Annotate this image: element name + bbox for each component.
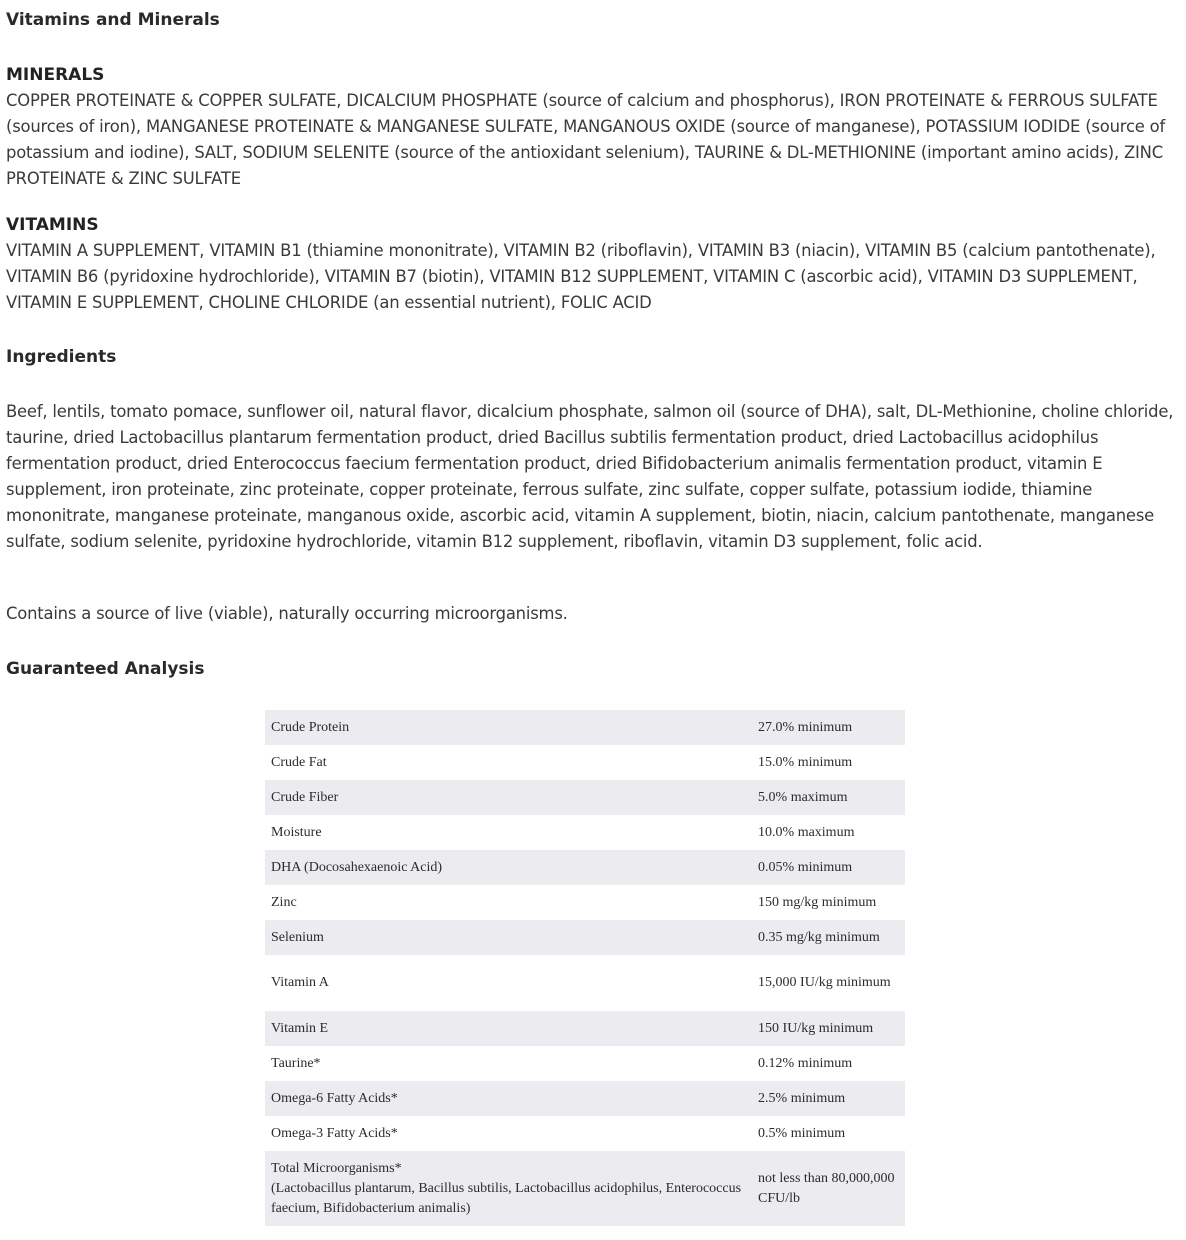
vitamins-heading: VITAMINS (6, 215, 99, 235)
nutrient-name: Total Microorganisms* (271, 1160, 402, 1176)
nutrient-name: Taurine* (265, 1046, 752, 1081)
table-row (265, 710, 905, 745)
nutrient-name-cell (265, 1151, 752, 1226)
nutrient-value: 0.5% minimum (752, 1116, 905, 1151)
table-row (265, 1011, 905, 1046)
nutrient-value: 27.0% minimum (752, 710, 905, 745)
table-row (265, 1116, 905, 1151)
nutrient-name: Zinc (265, 885, 752, 920)
nutrient-name: Selenium (265, 920, 752, 955)
vitamins-minerals-title: Vitamins and Minerals (6, 10, 220, 30)
nutrient-value: 10.0% maximum (752, 815, 905, 850)
table-row (265, 1046, 905, 1081)
nutrient-value: 15,000 IU/kg minimum (752, 955, 905, 1011)
table-row (265, 850, 905, 885)
nutrient-name: DHA (Docosahexaenoic Acid) (265, 850, 752, 885)
nutrient-name: Crude Protein (265, 710, 752, 745)
nutrient-value: 15.0% minimum (752, 745, 905, 780)
nutrient-value: 0.05% minimum (752, 850, 905, 885)
nutrient-name: Crude Fat (265, 745, 752, 780)
nutrient-value: 0.12% minimum (752, 1046, 905, 1081)
table-row (265, 1151, 905, 1226)
ingredients-text: Beef, lentils, tomato pomace, sunflower oil, natural flavor, dicalcium phosphate, salmon oil (source of DHA), salt, DL-Methionine, choline chloride, taurine, dried Lactobacillus plantarum fermentation product, dried Bacillus subtilis fermentation product, dried Lactobacillus acidophilus fermentation product, dried Enterococcus faecium fermentation product, dried Bifidobacterium animalis fermentation product, vitamin E supplement, iron proteinate, zinc proteinate, copper proteinate, ferrous sulfate, zinc sulfate, copper sulfate, potassium iodide, thiamine mononitrate, manganese proteinate, manganous oxide, ascorbic acid, vitamin A supplement, biotin, niacin, calcium pantothenate, manganese sulfate, sodium selenite, pyridoxine hydrochloride, vitamin B12 supplement, riboflavin, vitamin D3 supplement, folic acid. (6, 402, 1174, 551)
microorganisms-note: Contains a source of live (viable), naturally occurring microorganisms. (6, 604, 568, 623)
minerals-heading: MINERALS (6, 65, 105, 85)
nutrient-value: 0.35 mg/kg minimum (752, 920, 905, 955)
nutrient-name: Crude Fiber (265, 780, 752, 815)
vitamins-text: VITAMIN A SUPPLEMENT, VITAMIN B1 (thiamine mononitrate), VITAMIN B2 (riboflavin), VITAMIN B3 (niacin), VITAMIN B5 (calcium pantothenate), VITAMIN B6 (pyridoxine hydrochloride), VITAMIN B7 (biotin), VITAMIN B12 SUPPLEMENT, VITAMIN C (ascorbic acid), VITAMIN D3 SUPPLEMENT, VITAMIN E SUPPLEMENT, CHOLINE CHLORIDE (an essential nutrient), FOLIC ACID (6, 241, 1156, 312)
table-row (265, 1081, 905, 1116)
nutrient-name-detail: (Lactobacillus plantarum, Bacillus subtilis, Lactobacillus acidophilus, Enterococcus faecium, Bifidobacterium animalis) (271, 1180, 742, 1216)
nutrient-name: Moisture (265, 815, 752, 850)
table-row (265, 955, 905, 1011)
nutrient-value: 150 IU/kg minimum (752, 1011, 905, 1046)
nutrient-name: Vitamin A (265, 955, 752, 1011)
table-row (265, 815, 905, 850)
ingredients-title: Ingredients (6, 347, 117, 367)
nutrient-value: 150 mg/kg minimum (752, 885, 905, 920)
minerals-text: COPPER PROTEINATE & COPPER SULFATE, DICALCIUM PHOSPHATE (source of calcium and phosphorus), IRON PROTEINATE & FERROUS SULFATE (sources of iron), MANGANESE PROTEINATE & MANGANESE SULFATE, MANGANOUS OXIDE (source of manganese), POTASSIUM IODIDE (source of potassium and iodine), SALT, SODIUM SELENITE (source of the antioxidant selenium), TAURINE & DL-METHIONINE (important amino acids), ZINC PROTEINATE & ZINC SULFATE (6, 91, 1166, 188)
guaranteed-analysis-table (265, 710, 905, 1226)
guaranteed-analysis-title: Guaranteed Analysis (6, 659, 205, 679)
nutrient-name: Omega-6 Fatty Acids* (265, 1081, 752, 1116)
nutrient-value: 5.0% maximum (752, 780, 905, 815)
nutrient-name: Omega-3 Fatty Acids* (265, 1116, 752, 1151)
nutrient-name: Vitamin E (265, 1011, 752, 1046)
table-row (265, 745, 905, 780)
table-row (265, 780, 905, 815)
table-row (265, 920, 905, 955)
nutrient-value: not less than 80,000,000 CFU/lb (752, 1151, 905, 1226)
table-row (265, 885, 905, 920)
nutrient-value: 2.5% minimum (752, 1081, 905, 1116)
